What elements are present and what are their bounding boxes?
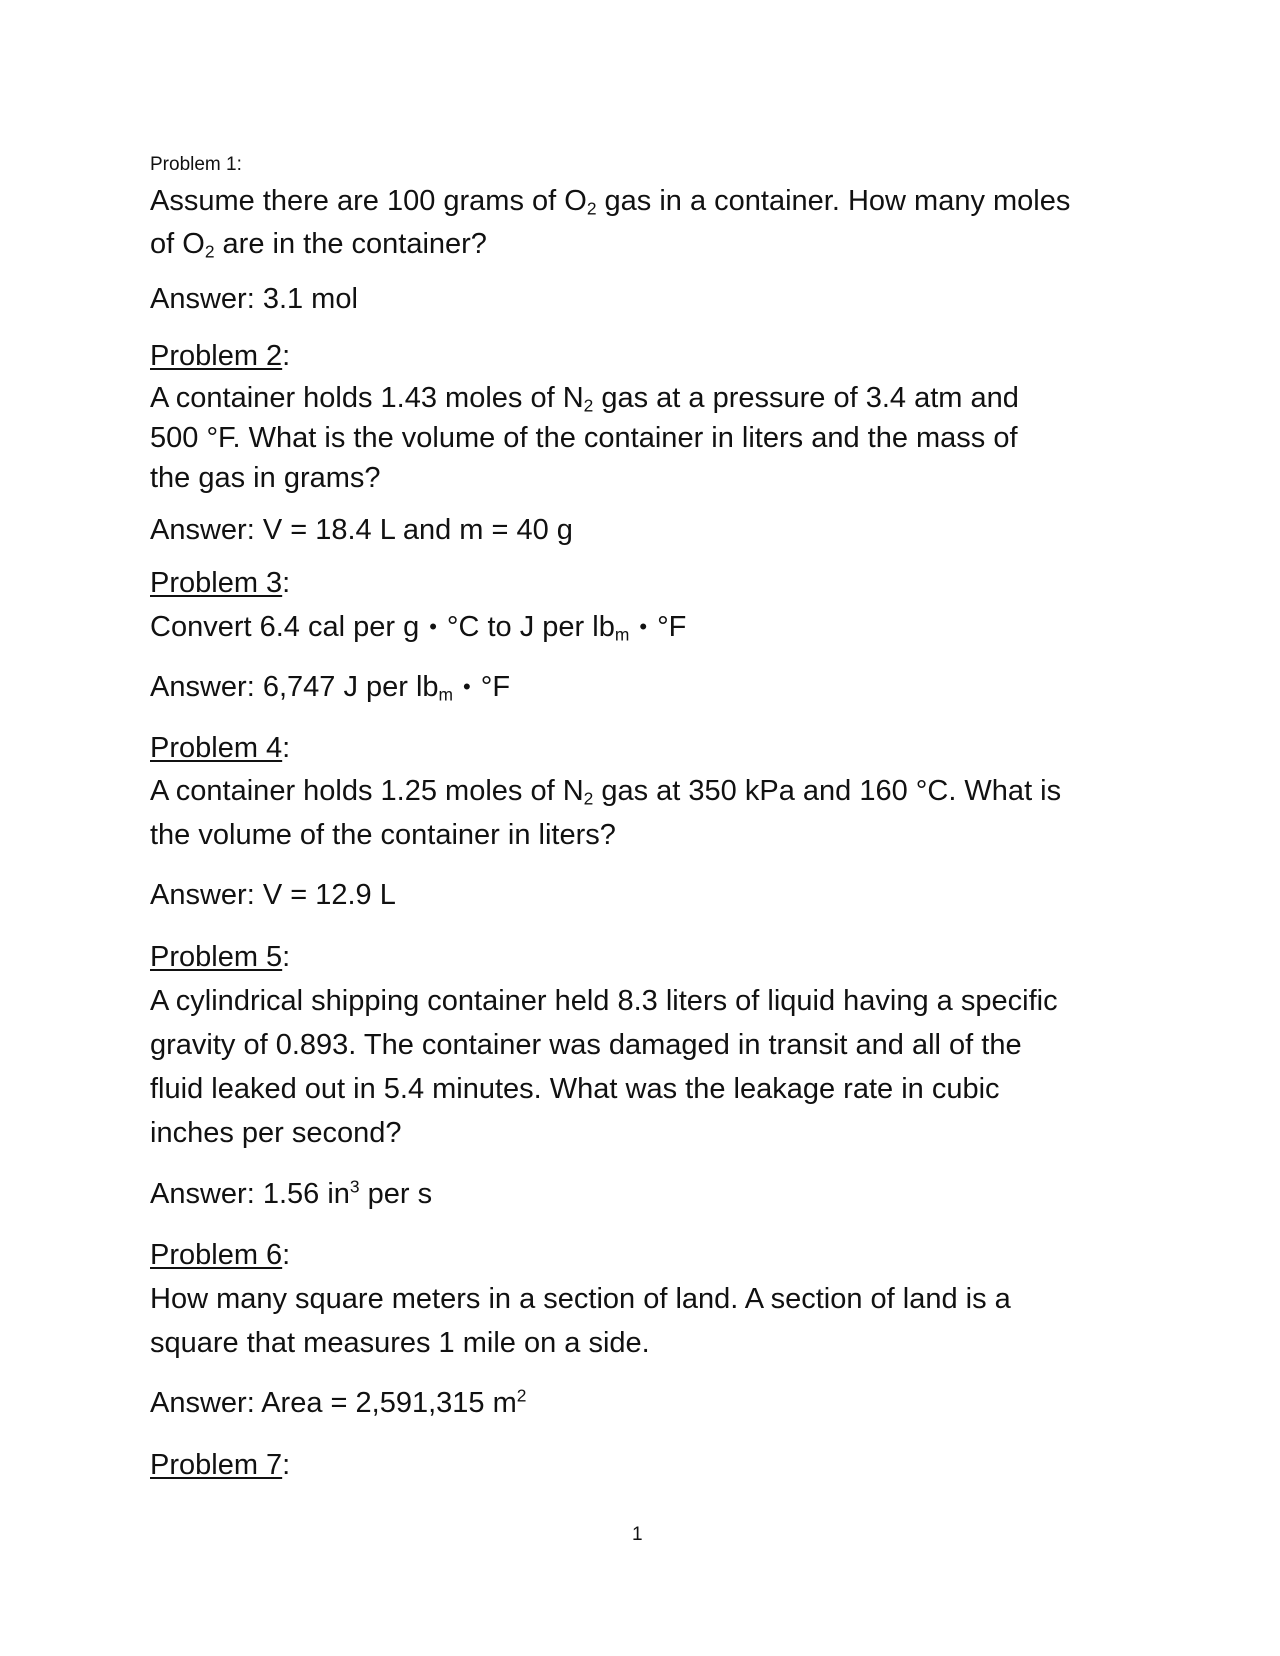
problem-4-heading: Problem 4: <box>150 732 291 764</box>
problem-1-question-line-2: of $O_2$ are in the container? <box>150 228 487 262</box>
problem-5-question-line-1: A cylindrical shipping container held 8.3 liters of liquid having a specific <box>150 985 1058 1017</box>
problem-5-question-line-3: fluid leaked out in 5.4 minutes. What was the leakage rate in cubic <box>150 1073 1000 1105</box>
problem-1-question-line-1: Assume there are 100 grams of $O_2$ gas in a container. How many moles <box>150 185 1071 219</box>
problem-2-question-line-2: 500 °F. What is the volume of the container in liters and the mass of <box>150 422 1018 454</box>
problem-6-question-line-2: square that measures 1 mile on a side. <box>150 1327 650 1359</box>
problem-2-answer: Answer: V = 18.4 L and m = 40 g <box>150 514 573 546</box>
problem-3-question: Convert 6.4 cal per g • °C to J per $lb_m$ • °F <box>150 611 687 645</box>
problem-6-heading: Problem 6: <box>150 1239 291 1271</box>
problem-5-answer: Answer: 1.56 $in^3$ per s <box>150 1176 433 1210</box>
problem-2-heading: Problem 2: <box>150 340 291 372</box>
problem-5-heading: Problem 5: <box>150 941 291 973</box>
problem-3-heading: Problem 3: <box>150 567 291 599</box>
problem-7-heading: Problem 7: <box>150 1449 291 1481</box>
problem-1-answer: Answer: 3.1 mol <box>150 283 358 315</box>
problem-2-question-line-1: A container holds 1.43 moles of $N_2$ gas at a pressure of 3.4 atm and <box>150 382 1019 416</box>
problem-5-question-line-4: inches per second? <box>150 1117 402 1149</box>
problem-4-answer: Answer: V = 12.9 L <box>150 879 396 911</box>
page-number: 1 <box>632 1524 643 1545</box>
problem-1-heading: Problem 1: <box>150 154 242 175</box>
problem-4-question-line-2: the volume of the container in liters? <box>150 819 616 851</box>
problem-6-question-line-1: How many square meters in a section of land. A section of land is a <box>150 1283 1011 1315</box>
problem-5-question-line-2: gravity of 0.893. The container was damaged in transit and all of the <box>150 1029 1022 1061</box>
problem-6-answer: Answer: Area = 2,591,315 $m^2$ <box>150 1385 527 1419</box>
problem-3-answer: Answer: 6,747 J per $lb_m$ • °F <box>150 671 511 705</box>
problem-2-question-line-3: the gas in grams? <box>150 462 381 494</box>
problem-4-question-line-1: A container holds 1.25 moles of $N_2$ gas at 350 kPa and 160 °C. What is <box>150 775 1062 809</box>
